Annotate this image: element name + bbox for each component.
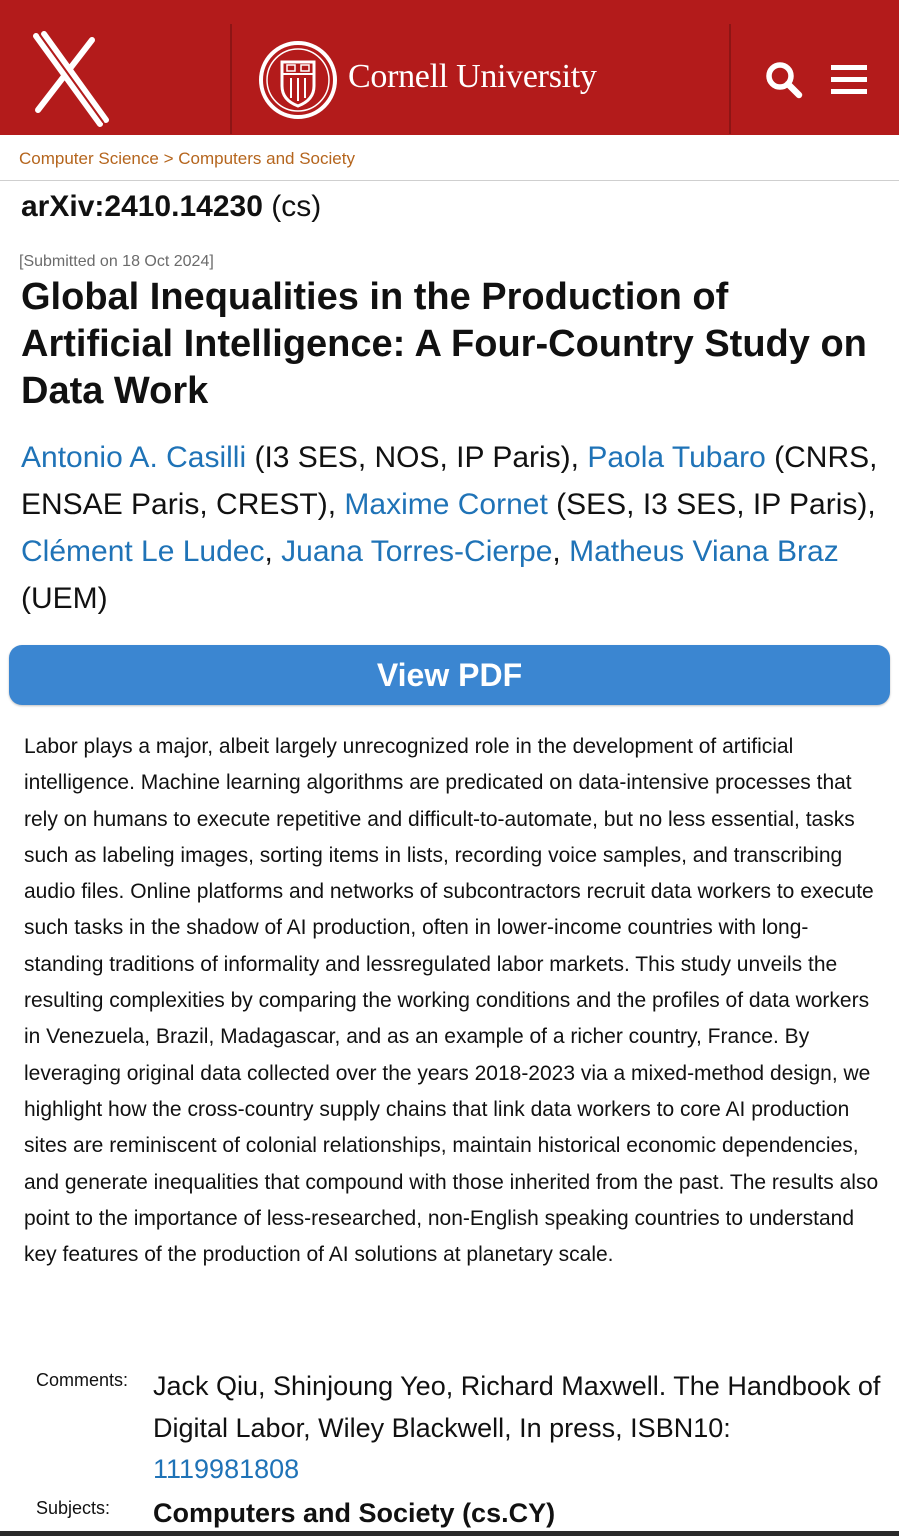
subjects-value: Computers and Society (cs.CY) — [153, 1498, 556, 1528]
author-affiliation: (CNRS, ENSAE Paris, CREST), — [21, 441, 878, 521]
subjects-label: Subjects: — [36, 1498, 111, 1518]
author-link[interactable]: Maxime Cornet — [344, 488, 548, 521]
header-divider-right — [729, 24, 731, 134]
breadcrumb-separator: > — [163, 149, 174, 168]
breadcrumb-computers-and-society[interactable]: Computers and Society — [178, 149, 355, 168]
breadcrumb-computer-science[interactable]: Computer Science — [19, 149, 159, 168]
arxiv-x-logo-icon[interactable] — [22, 24, 112, 136]
header-divider-left — [230, 24, 232, 134]
author-link[interactable]: Paola Tubaro — [587, 441, 766, 474]
arxiv-identifier — [21, 190, 321, 224]
author-link[interactable]: Clément Le Ludec — [21, 535, 265, 568]
author-list — [21, 434, 881, 622]
abstract-text: Labor plays a major, albeit largely unrecognized role in the development of artificial intelligence. Machine learning algorithms are predicated on data-intensive processes that rely on humans to execute repetitive and difficult-to-automate, but no less essential, tasks such as labeling images, sorting items in lists, recording voice samples, and transcribing audio files. Online platforms and networks of subcontractors recruit data workers to execute such tasks in the shadow of AI production, often in lower-income countries with long-standing traditions of informality and lessregulated labor markets. This study unveils the resulting complexities by comparing the working conditions and the profiles of data workers in Venezuela, Brazil, Madagascar, and as an example of a richer country, France. By leveraging original data collected over the years 2018-2023 via a mixed-method design, we highlight how the cross-country supply chains that link data workers to core AI production sites are reminiscent of colonial relationships, maintain historical economic dependencies, and generate inequalities that compound with those inherited from the past. The results also point to the importance of less-researched, non-English speaking countries to understand key features of the production of AI solutions at planetary scale. — [24, 735, 879, 1267]
view-pdf-button[interactable]: View PDF — [9, 645, 890, 705]
cornell-seal-icon[interactable] — [258, 40, 338, 120]
author-affiliation: (SES, I3 SES, IP Paris), — [547, 488, 876, 521]
isbn-link[interactable]: 1119981808 — [153, 1454, 300, 1484]
comments-label: Comments: — [36, 1370, 129, 1390]
author-separator: , — [552, 535, 570, 568]
author-affiliation: (I3 SES, NOS, IP Paris), — [246, 441, 588, 474]
bottom-edge-bar — [0, 1531, 899, 1536]
author-affiliation: (UEM) — [21, 582, 108, 615]
site-header — [0, 0, 899, 135]
search-icon[interactable] — [764, 60, 804, 100]
submission-date: [Submitted on 18 Oct 2024] — [19, 253, 214, 270]
author-link[interactable]: Antonio A. Casilli — [21, 441, 247, 474]
author-link[interactable]: Juana Torres-Cierpe — [281, 535, 553, 568]
comments-text: Jack Qiu, Shinjoung Yeo, Richard Maxwell. The Handbook of Digital Labor, Wiley Blackwell, In press, ISBN10: — [153, 1371, 881, 1443]
author-link[interactable]: Matheus Viana Braz — [569, 535, 839, 568]
university-name[interactable]: Cornell University — [348, 58, 597, 95]
arxiv-id-number: arXiv:2410.14230 — [21, 190, 263, 223]
paper-title: Global Inequalities in the Production of Artificial Intelligence: A Four-Country Study on Data Work — [21, 276, 867, 412]
hamburger-menu-icon[interactable] — [830, 62, 868, 98]
arxiv-category: (cs) — [271, 190, 322, 223]
breadcrumb — [0, 135, 899, 181]
author-separator: , — [264, 535, 282, 568]
comments-value — [153, 1366, 883, 1491]
